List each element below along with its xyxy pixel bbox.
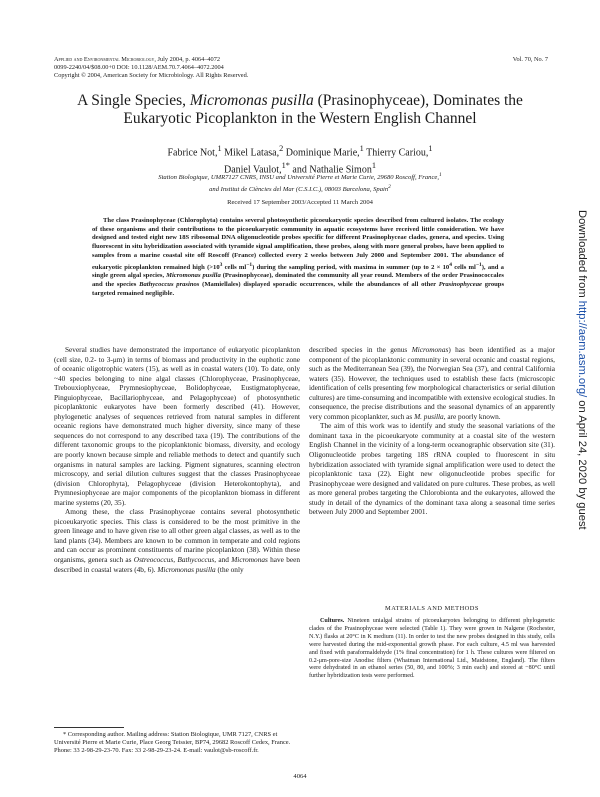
running-header <box>54 56 248 81</box>
affiliations <box>60 171 540 194</box>
title-species: Micromonas pusilla <box>189 92 314 109</box>
author-affil-mark: 1 <box>217 144 222 153</box>
author-affil-mark: 1 <box>371 160 377 170</box>
intro-paragraph-4: The aim of this work was to identify and study the seasonal variations of the dominant taxa in the picoeukaryote community at a coastal site of the western English Channel in the vicinity of a long-term oceanographic observation site (31). Oligonucleotide probes targeting 18S rRNA coupled to fluorescent in situ hybridization associated with tyramide signal amplification were used to detect the picoplanktonic taxa (22). Eight new oligonucleotide probes specific for Prasinophyceae were designed and validated on pure cultures. These probes, as well as more general probes targeting the Chlorobionta and the eukaryotes, allowed the study in detail of the dynamics of the dominant taxa along a seasonal time series between July 2000 and September 2001. <box>309 421 555 517</box>
author-affil-mark: 1 <box>359 144 364 153</box>
page-number: 4064 <box>293 773 307 780</box>
footnote-rule <box>54 727 124 728</box>
issn-doi: 0099-2240/04/$08.00+0 DOI: 10.1128/AEM.70.7.4064–4072.2004 <box>54 64 224 72</box>
body-column-left <box>54 345 300 574</box>
copyright-line: Copyright © 2004, American Society for Microbiology. All Rights Reserved. <box>54 72 249 80</box>
download-stamp <box>576 210 588 530</box>
methods-text: Nineteen unialgal strains of picoeukaryotes belonging to different phylogenetic clades of the Prasinophyceae were selected (Table 1). They were grown in Nalgene (Rochester, N.Y.) flasks at 20°C in K medium (11). In order to test the new probes designed in this study, cells were harvested during the mid-exponential growth phase. For each culture, 4.5 ml was harvested and fixed with paraformaldehyde (1% final concentration) for 1 h. These cultures were filtered on 0.2-μm-pore-size Anodisc filters (Whatman International Ltd., Maidstone, England). The filters were dehydrated in an ethanol series (50, 80, and 100%; 3 min each) and stored at −80°C until further hybridization tests were performed. <box>309 618 555 680</box>
methods-paragraph <box>309 618 555 681</box>
journal-link[interactable]: http://aem.asm.org/ <box>576 300 588 398</box>
stamp-text: on April 24, 2020 by guest <box>576 397 588 530</box>
author-affil-mark: 2 <box>279 144 284 153</box>
intro-paragraph-3: described species in the genus Micromonas) has been identified as a major component of the picoplanktonic community in several oceanic and coastal regions, such as the Mediterranean Sea (39), the Norwegian Sea (37), and central California waters (35). However, the techniques used to establish these facts (microscopic identification of cells presenting few morphological characteristics or serial dilution cultures) are time-consuming and incompatible with extensive ecological studies. In consequence, the precise distributions and the seasonal dynamics of an apparently very common picoplankter, such as M. pusilla, are poorly known. <box>309 345 555 421</box>
title-part: (Prasinophyceae), Dominates the <box>313 92 523 109</box>
intro-paragraph-1: Several studies have demonstrated the importance of eukaryotic picoplankton (cell size, 0.2- to 3-μm) in terms of biomass and productivity in the euphotic zone of oceanic oligotrophic waters (15), as well as in coastal waters (10). To date, only ~40 species belonging to nine algal classes (Chlorophyceae, Prasinophyceae, Trebouxiophyceae, Prymnesiophyceae, Bolidophyceae, Eustigmatophyceae, Pinguiophyceae, Bacillariophyceae, and Pelagophyceae) of photosynthetic picoplanktonic eukaryotes have been formerly described (41). However, phylogenetic analyses of sequences retrieved from natural samples in different oceanic regions have demonstrated much higher diversity, since many of these sequences do not correspond to any described taxa (19). The contributions of the different taxonomic groups to the picoplanktonic biomass, diversity, and ecology are poorly known because simple and reliable methods to detect and quantify such organisms in natural samples are lacking. Pigment signatures, scanning electron microscopy, and serial dilution cultures suggest that the classes Prasinophyceae (division Chlorophyta), Pelagophyceae (division Heterokontophyta), and Prymnesiophyceae are major components of the picoplankton biomass in different marine systems (20, 35). <box>54 345 300 507</box>
abstract: The class Prasinophyceae (Chlorophyta) contains several photosynthetic picoeukaryotic species described from cultured isolates. The ecology of these organisms and their contributions to the picoeukaryotic community in aquatic ecosystems have received little consideration. We have designed and tested eight new 18S ribosomal DNA oligonucleotide probes specific for different Prasinophyceae clades, genera, and species. Using fluorescent in situ hybridization associated with tyramide signal amplification, these probes, along with more general probes, have been applied to samples from a marine coastal site off Roscoff (France) collected every 2 weeks between July 2000 and September 2001. The abundance of eukaryotic picoplankton remained high ($>10^3$ cells $ml^{-1}$) during the sampling period, with maxima in summer (up to $2 \times 10^4$ cells $ml^{-1}$), and a single green algal species, Micromonas pusilla (Prasinophyceae), dominated the community all year round. Members of the order Prasinococcales and the species Bathycoccus prasinos (Mamiellales) displayed sporadic occurrences, while the abundances of all other Prasinophyceae groups targeted remained negligible. <box>92 217 505 297</box>
affiliation-mark: 1 <box>438 172 442 178</box>
affiliation-mark: 2 <box>388 183 391 190</box>
author-name: and Nathalie Simon <box>289 164 372 176</box>
volume-label: Vol. 70, No. 7 <box>512 56 548 63</box>
intro-paragraph-2: Among these, the class Prasinophyceae contains several photosynthetic picoeukaryotic species. This class is considered to be the most primitive in the green lineage and to have given rise to all other green algal classes, as well as to the land plants (34). Members are known to be common in temperate and cold regions and can occur as prominent constituents of marine picoplankton (38). Within these organisms, genera such as Ostreococcus, Bathycoccus, and Micromonas have been described in coastal waters (4b, 6). Micromonas pusilla (the only <box>54 507 300 574</box>
journal-citation <box>54 56 248 64</box>
article-title <box>20 92 580 128</box>
author-name: Fabrice Not, <box>167 147 218 159</box>
affiliation-1: Station Biologique, UMR7127 CNRS, INSU and Université Pierre et Marie Curie, 29680 Roscoff, France, <box>158 174 439 182</box>
body-column-right <box>309 345 555 517</box>
stamp-text: Downloaded from <box>576 210 588 301</box>
journal-name: Applied and Environmental Microbiology <box>54 56 155 63</box>
author-name: Dominique Marie, <box>283 147 360 159</box>
author-name: Daniel Vaulot, <box>223 164 282 176</box>
title-part: A Single Species, <box>77 92 190 109</box>
issue-info: , July 2004, p. 4064–4072 <box>154 56 221 63</box>
affiliation-2: and Institut de Ciències del Mar (C.S.I.C.), 08003 Barcelona, Spain <box>209 185 389 193</box>
methods-lead: Cultures. <box>320 618 345 624</box>
author-name: Mikel Latasa, <box>221 147 280 159</box>
author-affil-mark: 1 <box>428 144 433 153</box>
section-heading-methods: MATERIALS AND METHODS <box>385 605 479 612</box>
corresponding-author-footnote: * Corresponding author. Mailing address: Station Biologique, UMR 7127, CNRS et Université Pierre et Marie Curie, Place Georg Teissier, BP74, 29682 Roscoff Cedex, France. Phone: 33 2-98-29-23-70. Fax: 33 2-98-29-23-24. E-mail: vaulot@sb-roscoff.fr. <box>54 731 291 755</box>
author-affil-mark: 1* <box>281 160 290 170</box>
received-dates: Received 17 September 2003/Accepted 11 March 2004 <box>227 199 373 206</box>
author-name: Thierry Cariou, <box>363 147 429 159</box>
title-line-2: Eukaryotic Picoplankton in the Western English Channel <box>123 110 477 127</box>
